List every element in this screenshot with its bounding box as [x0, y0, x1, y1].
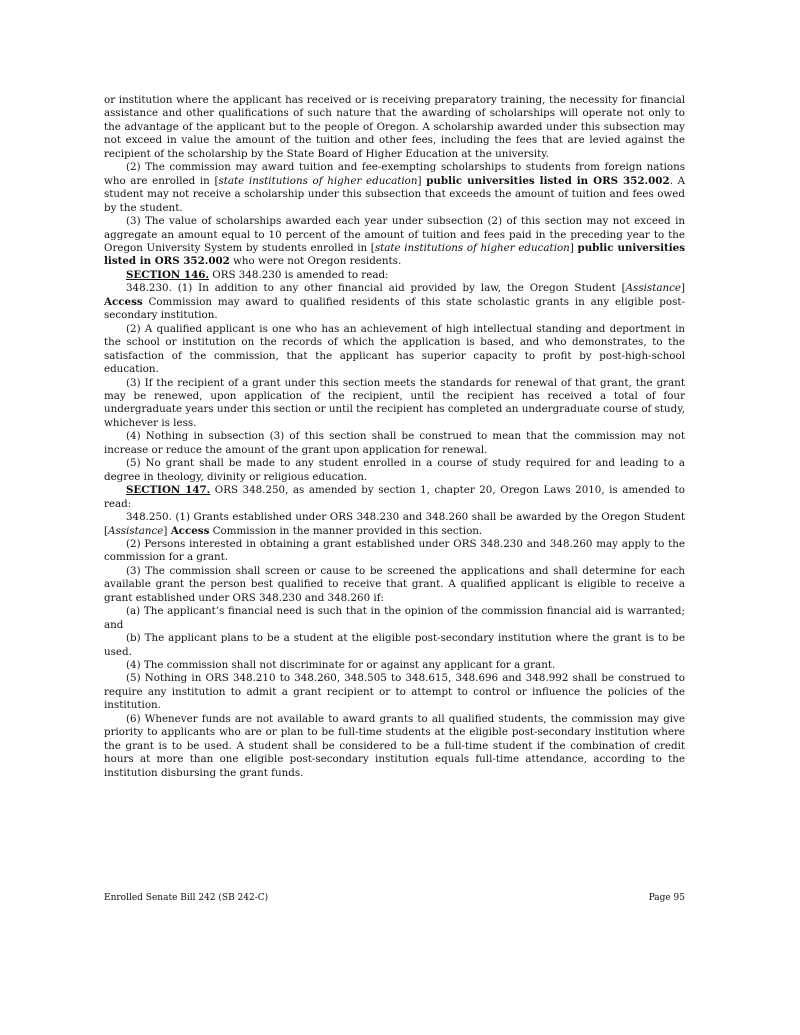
text: . A student may not receive a scholarship under this subsection that exceeds the amount of tuition and fees owed by the student. [104, 174, 686, 214]
paragraph: (b) The applicant plans to be a student at the eligible post-secondary institution where the grant is to be used. [104, 632, 685, 658]
paragraph: (6) Whenever funds are not available to award grants to all qualified students, the commission may give priority to applicants who are or plan to be full-time students at the eligible post-secondary institution where the grant is to be used. A student shall be considered to be a full-time student if the combination of credit hours at more than one eligible post-secondary institution equals full-time attendance, according to the institution disbursing the grant funds. [104, 712, 685, 779]
paragraph [104, 161, 685, 215]
text: 348.230. (1) In addition to any other financial aid provided by law, the Oregon Student [ [126, 282, 626, 295]
text: (3) The value of scholarships awarded each year under subsection (2) of this section may not exceed in aggregate an amount equal to 10 percent of the amount of tuition and fees paid in the preceding year to the Oregon University System by students enrolled in [ [104, 215, 685, 254]
paragraph: (2) A qualified applicant is one who has an achievement of high intellectual standing and deportment in the school or institution on the records of which the application is based, and who demonstrates, to the satisfaction of the commission, that the applicant has superior capacity to profit by post-high-school education. [104, 322, 685, 376]
text: ] [417, 174, 427, 187]
bill-name: Enrolled Senate Bill 242 (SB 242-C) [104, 893, 269, 903]
text: ] [163, 524, 171, 537]
paragraph: (a) The applicant’s financial need is such that in the opinion of the commission financial aid is warranted; and [104, 605, 685, 631]
inserted-text: public universities listed in ORS 352.002 [426, 174, 670, 187]
text: Commission may award to qualified residents of this state scholastic grants in any eligible post-secondary institution. [104, 295, 685, 322]
paragraph: (2) Persons interested in obtaining a grant established under ORS 348.230 and 348.260 may apply to the commission for a grant. [104, 537, 685, 564]
paragraph [104, 511, 685, 538]
paragraph: (4) The commission shall not discriminate for or against any applicant for a grant. [126, 659, 556, 672]
document-body [104, 94, 685, 780]
paragraph: (5) No grant shall be made to any student enrolled in a course of study required for and leading to a degree in theology, divinity or religious education. [104, 457, 685, 483]
deleted-text: Assistance [108, 524, 164, 537]
text: ] [680, 282, 685, 295]
deleted-text: Assistance [625, 282, 681, 295]
paragraph [104, 282, 685, 322]
paragraph: (3) The commission shall screen or cause to be screened the applications and shall determine for each available grant the person best qualified to receive that grant. A qualified applicant is eligible to receive a grant established under ORS 348.230 and 348.260 if: [104, 564, 685, 604]
text: (2) The commission may award tuition and fee-exempting scholarships to students from foreign nations who are enrolled in [ [104, 161, 685, 187]
text: 348.250. (1) Grants established under ORS 348.230 and 348.260 shall be awarded by the Oregon Student [ [104, 511, 685, 537]
section-heading: SECTION 146. [126, 268, 210, 281]
text: ] [569, 241, 578, 254]
text: Commission in the manner provided in this section. [209, 524, 483, 537]
paragraph [104, 215, 685, 269]
section-heading: SECTION 147. [126, 484, 211, 497]
paragraph: (5) Nothing in ORS 348.210 to 348.260, 348.505 to 348.615, 348.696 and 348.992 shall be construed to require any institution to admit a grant recipient or to attempt to control or influence the policies of the institution. [104, 672, 685, 712]
inserted-text: Access [104, 295, 143, 308]
paragraph: (4) Nothing in subsection (3) of this section shall be construed to mean that the commission may not increase or reduce the amount of the grant upon application for renewal. [104, 430, 685, 456]
paragraph: or institution where the applicant has received or is receiving preparatory training, the necessity for financial assistance and other qualifications of such nature that the awarding of scholarships will operate not only to the advantage of the applicant but to the people of Oregon. A scholarship awarded under this subsection may not exceed in value the amount of the tuition and other fees, including the fees that are levied against the recipient of the scholarship by the State Board of Higher Education at the university. [104, 94, 685, 160]
section-147 [104, 484, 685, 511]
deleted-text: state institutions of higher education [218, 174, 418, 187]
page-footer [104, 893, 685, 903]
section-146 [104, 269, 685, 282]
deleted-text: state institutions of higher education [374, 241, 570, 254]
text: ORS 348.250, as amended by section 1, chapter 20, Oregon Laws 2010, is amended to read: [104, 484, 685, 510]
inserted-text: Access [170, 524, 210, 537]
text: who were not Oregon residents. [229, 255, 402, 268]
page-number: Page 95 [648, 893, 685, 903]
paragraph: (3) If the recipient of a grant under this section meets the standards for renewal of that grant, the grant may be renewed, upon application of the recipient, until the recipient has received a total of four undergraduate years under this section or until the recipient has completed an undergraduate course of study, whichever is less. [104, 376, 685, 429]
inserted-text: public universities listed in ORS 352.002 [104, 241, 686, 268]
text: ORS 348.230 is amended to read: [209, 268, 389, 281]
